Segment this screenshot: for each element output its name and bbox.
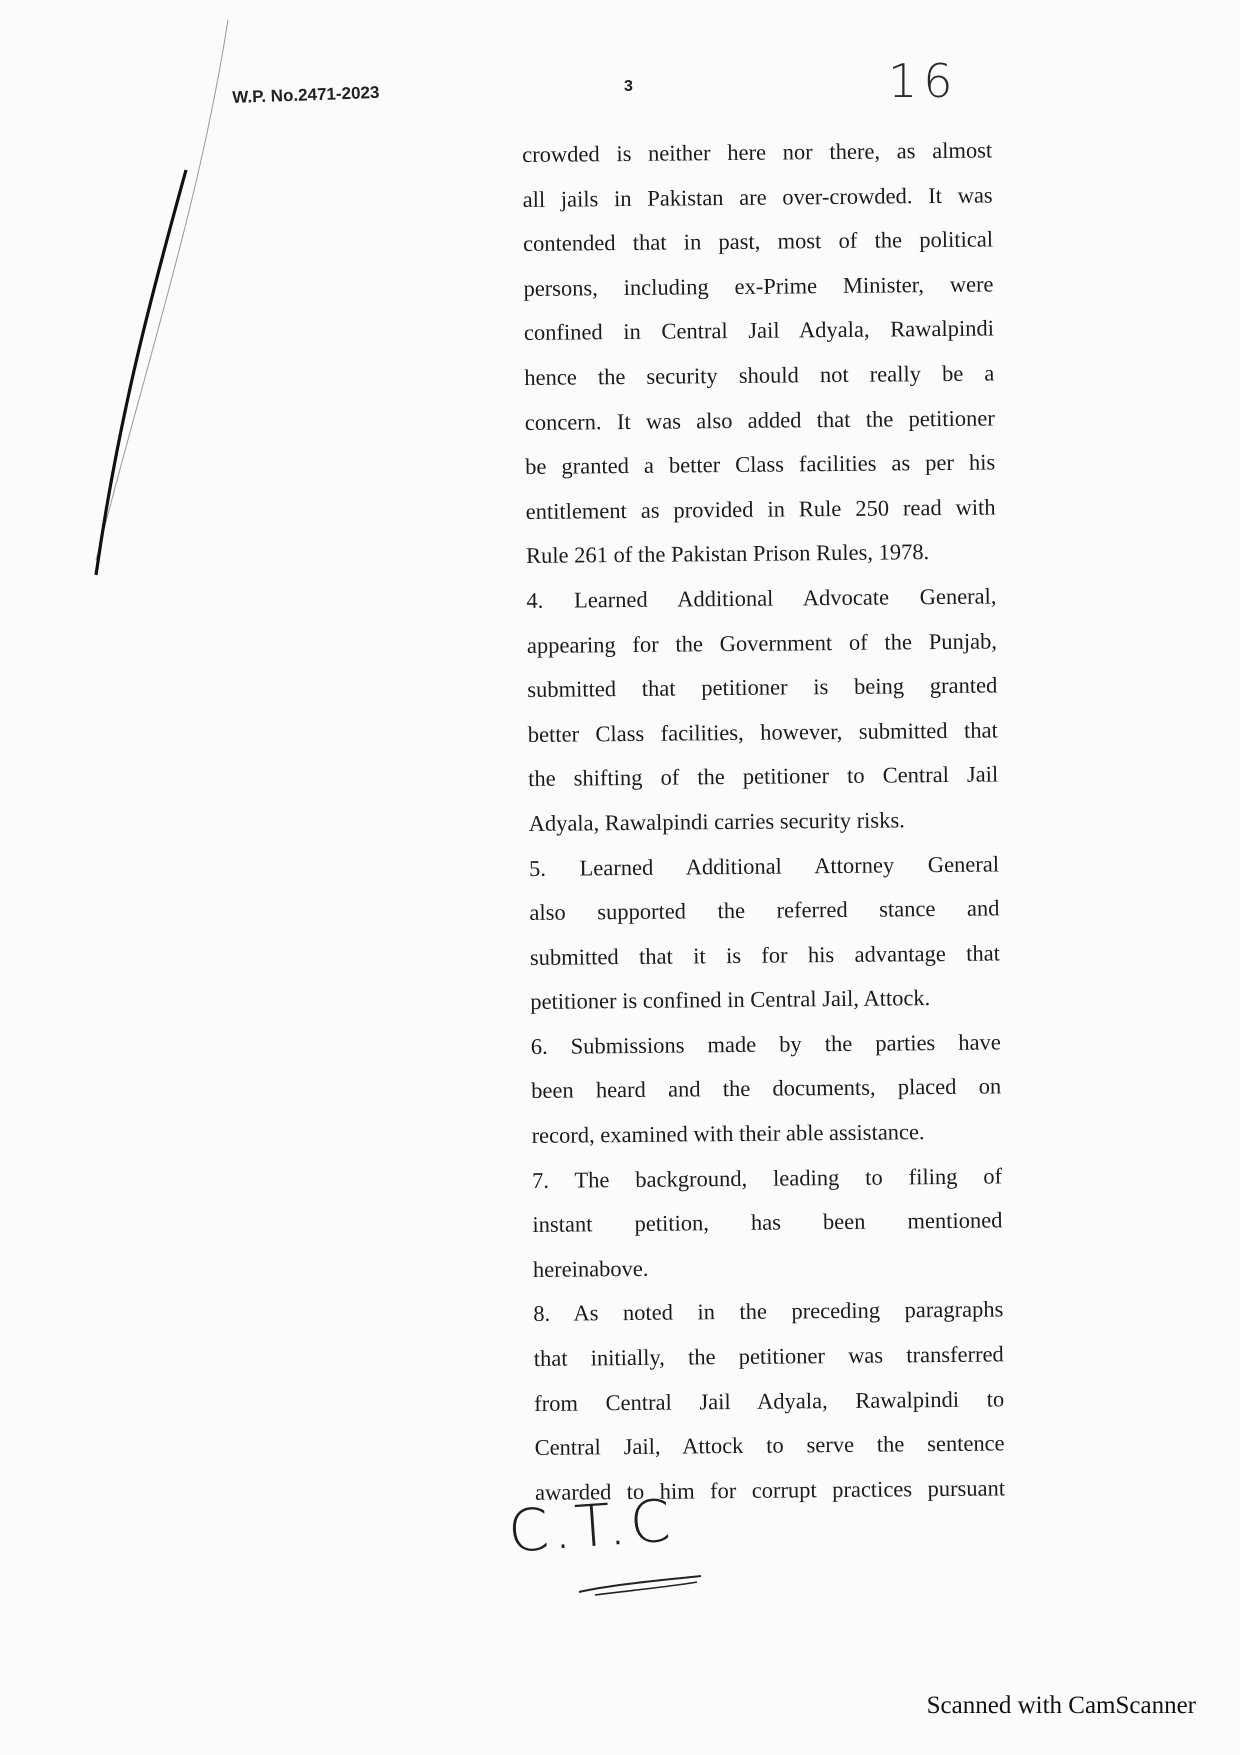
text-line: the shifting of the petitioner to Central Jail bbox=[528, 761, 999, 792]
text-line: persons, including ex-Prime Minister, were bbox=[523, 271, 994, 301]
scanner-watermark: Scanned with CamScanner bbox=[926, 1692, 1196, 1719]
text-line: better Class facilities, however, submitted that bbox=[527, 717, 998, 747]
text-line: concern. It was also added that the petitioner bbox=[524, 405, 995, 435]
text-line: record, examined with their able assistance. bbox=[531, 1119, 925, 1149]
text-line: awarded to him for corrupt practices pursuant bbox=[534, 1475, 1006, 1505]
text-line: petitioner is confined in Central Jail, Attock. bbox=[530, 985, 931, 1015]
text-line: 5. Learned Additional Attorney General bbox=[528, 850, 1000, 881]
text-line: hence the security should not really be a bbox=[524, 360, 995, 390]
text-line: confined in Central Jail Adyala, Rawalpindi bbox=[523, 315, 995, 346]
text-line: also supported the referred stance and bbox=[529, 895, 1000, 926]
text-line: submitted that petitioner is being granted bbox=[527, 672, 998, 703]
text-line: hereinabove. bbox=[532, 1255, 649, 1282]
text-line: 7. The background, leading to filing of bbox=[531, 1163, 1003, 1193]
text-line: from Central Jail Adyala, Rawalpindi to bbox=[534, 1386, 1005, 1416]
judgment-text bbox=[522, 128, 1005, 1515]
text-line: Adyala, Rawalpindi carries security risks. bbox=[528, 807, 905, 836]
text-line: crowded is neither here nor there, as almost bbox=[522, 137, 993, 167]
certified-true-copy-mark: C.T.C bbox=[505, 1486, 677, 1566]
page-number: 3 bbox=[624, 78, 633, 95]
text-line: Central Jail, Attock to serve the sentence bbox=[534, 1430, 1005, 1461]
text-line: contended that in past, most of the political bbox=[522, 226, 994, 257]
margin-pen-line bbox=[0, 0, 260, 620]
text-line: all jails in Pakistan are over-crowded. It was bbox=[522, 182, 993, 212]
text-line: 8. As noted in the preceding paragraphs bbox=[533, 1296, 1004, 1327]
text-line: 6. Submissions made by the parties have bbox=[530, 1029, 1001, 1059]
ctc-underline bbox=[575, 1568, 705, 1598]
text-line: that initially, the petitioner was transferred bbox=[533, 1341, 1004, 1371]
text-line: be granted a better Class facilities as per his bbox=[525, 449, 996, 480]
case-number: W.P. No.2471-2023 bbox=[232, 82, 380, 107]
handwritten-page-number: 16 bbox=[888, 54, 959, 108]
text-line: appearing for the Government of the Punjab, bbox=[526, 627, 998, 658]
text-line: Rule 261 of the Pakistan Prison Rules, 1978. bbox=[525, 539, 930, 569]
text-line: been heard and the documents, placed on bbox=[531, 1073, 1002, 1104]
text-line: instant petition, has been mentioned bbox=[532, 1207, 1003, 1238]
text-line: 4. Learned Additional Advocate General, bbox=[526, 583, 997, 613]
text-line: submitted that it is for his advantage that bbox=[529, 940, 1001, 970]
text-line: entitlement as provided in Rule 250 read with bbox=[525, 494, 996, 524]
